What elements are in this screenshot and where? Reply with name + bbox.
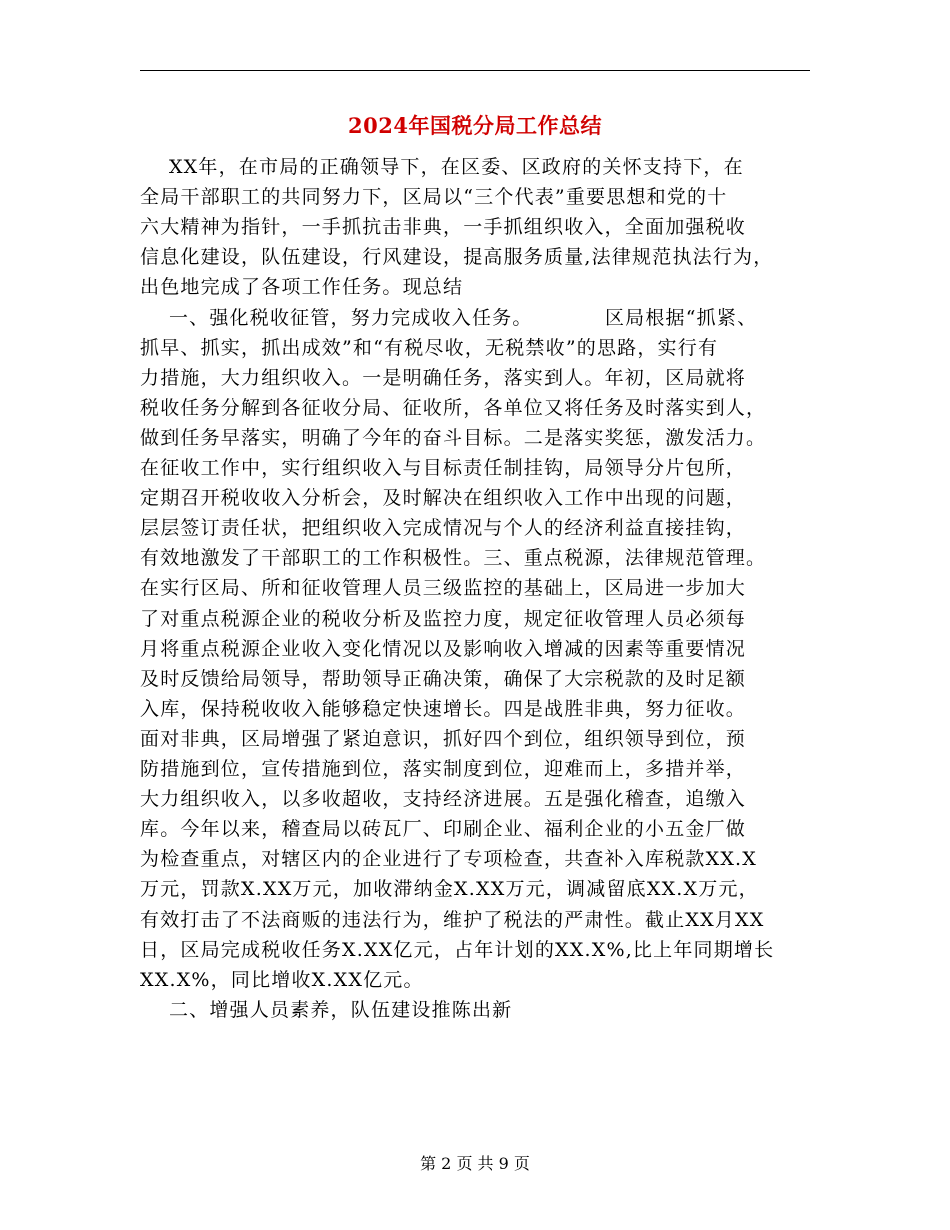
body-line: 力措施，大力组织收入。一是明确任务，落实到人。年初，区局就将 [140,366,747,389]
body-line: 层层签订责任状，把组织收入完成情况与个人的经济利益直接挂钩， [140,517,747,540]
body-line: 库。今年以来，稽查局以砖瓦厂、印刷企业、福利企业的小五金厂做 [140,818,747,841]
page-number-label: 第 2 页 共 9 页 [420,1154,530,1173]
body-line: 六大精神为指针，一手抓抗击非典，一手抓组织收入，全面加强税收 [140,216,747,239]
body-line: 为检查重点，对辖区内的企业进行了专项检查，共查补入库税款XX.X [140,848,758,871]
body-line: 信息化建设，队伍建设，行风建设，提高服务质量,法律规范执法行为， [140,246,774,269]
header-rule [140,70,810,71]
body-line: 税收任务分解到各征收分局、征收所，各单位又将任务及时落实到人， [140,396,767,419]
body-line: 抓早、抓实，抓出成效”和“有税尽收，无税禁收”的思路，实行有 [140,336,719,359]
page-footer [0,1152,950,1176]
body-line: 有效地激发了干部职工的工作积极性。三、重点税源，法律规范管理。 [140,547,767,570]
body-line: 万元，罚款X.XX万元，加收滞纳金X.XX万元，调减留底XX.X万元， [140,878,759,901]
body-line: 定期召开税收收入分析会，及时解决在组织收入工作中出现的问题， [140,487,747,510]
body-line: 及时反馈给局领导，帮助领导正确决策，确保了大宗税款的及时足额 [140,667,747,690]
body-line: XX.X%，同比增收X.XX亿元。 [140,968,424,991]
body-line: 在实行区局、所和征收管理人员三级监控的基础上，区局进一步加大 [140,577,747,600]
body-line: 二、增强人员素养，队伍建设推陈出新 [140,998,513,1021]
body-line: 大力组织收入，以多收超收，支持经济进展。五是强化稽查，追缴入 [140,788,747,811]
body-line: 月将重点税源企业收入变化情况以及影响收入增减的因素等重要情况 [140,637,747,660]
body-line: 一、强化税收征管，努力完成收入任务。 区局根据“抓紧、 [140,306,758,329]
body-line: 出色地完成了各项工作任务。现总结 [140,276,464,299]
body-line: 做到任务早落实，明确了今年的奋斗目标。二是落实奖惩，激发活力。 [140,426,767,449]
body-line: 入库，保持税收收入能够稳定快速增长。四是战胜非典，努力征收。 [140,697,747,720]
body-line: 有效打击了不法商贩的违法行为，维护了税法的严肃性。截止XX月XX [140,908,765,931]
body-line: XX年，在市局的正确领导下，在区委、区政府的关怀支持下，在 [140,156,744,178]
body-line: 防措施到位，宣传措施到位，落实制度到位，迎难而上，多措并举， [140,758,747,780]
body-line: 在征收工作中，实行组织收入与目标责任制挂钩，局领导分片包所， [140,457,747,479]
body-line: 面对非典，区局增强了紧迫意识，抓好四个到位，组织领导到位，预 [140,727,747,750]
body-line: 全局干部职工的共同努力下，区局以“三个代表”重要思想和党的十 [140,186,728,209]
document-title: 2024年国税分局工作总结 [348,113,602,138]
body-line: 了对重点税源企业的税收分析及监控力度，规定征收管理人员必须每 [140,607,747,630]
body-line: 日，区局完成税收任务X.XX亿元，占年计划的XX.X%,比上年同期增长 [140,938,775,961]
